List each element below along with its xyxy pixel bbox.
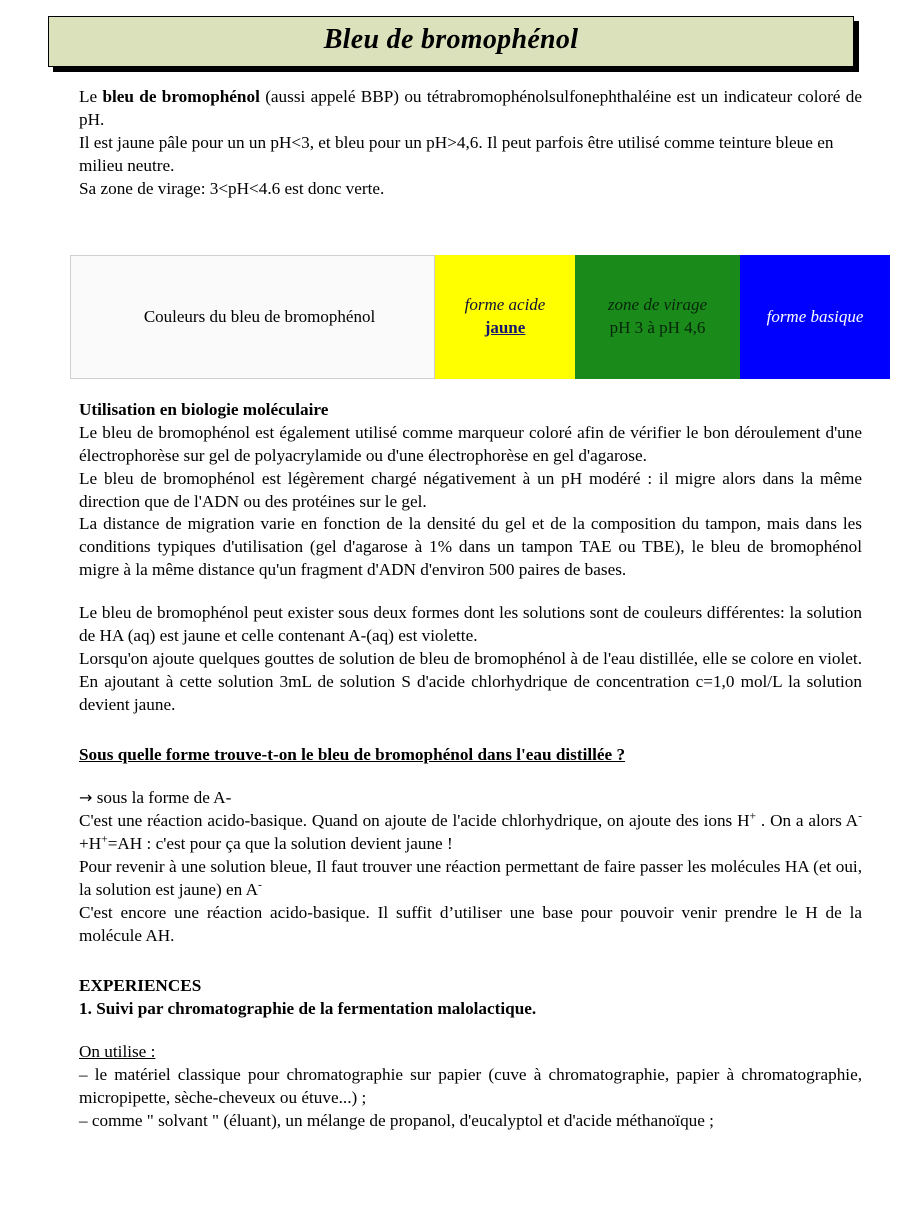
explain-text-3: +H	[79, 834, 102, 853]
explain-text-4: =AH : c'est pour ça que la solution devient jaune !	[107, 834, 453, 853]
biology-paragraph-2: Le bleu de bromophénol est légèrement chargé négativement à un pH modéré : il migre alors dans la même direction que de l'ADN ou des protéines sur le gel.	[79, 468, 862, 511]
transition-range-label: pH 3 à pH 4,6	[609, 318, 706, 337]
explain-paragraph-1	[79, 810, 862, 856]
experiments-bullet-2: – comme " solvant " (éluant), un mélange de propanol, d'eucalyptol et d'acide méthanoïque ;	[79, 1110, 714, 1130]
explain-text-5: Pour revenir à une solution bleue, Il faut trouver une réaction permettant de faire passer les molécules HA (et oui, la solution est jaune) en A	[79, 856, 862, 899]
page-title: Bleu de bromophénol	[323, 24, 579, 55]
basic-form-label: forme basique	[766, 306, 864, 326]
intro-text-c: (aussi appelé BBP) ou tétrabromophénolsulfonephthaléine est un indicateur coloré de pH.	[79, 87, 862, 129]
section-spacer-5	[79, 1021, 862, 1041]
on-utilise-text: On utilise :	[79, 1042, 156, 1062]
experiments-item-1: 1. Suivi par chromatographie de la fermentation malolactique.	[79, 999, 537, 1019]
explain-sup-5: -	[258, 878, 262, 892]
acid-form-label: forme acide	[464, 295, 546, 315]
question-answer-text: sous la forme de A-	[96, 788, 232, 808]
intro-paragraph-1	[79, 86, 862, 132]
section-spacer-2	[79, 716, 862, 744]
acid-color-label: jaune	[484, 318, 526, 337]
section-spacer-3	[79, 767, 862, 787]
explain-sup-2: -	[858, 809, 862, 823]
on-utilise-line	[79, 1041, 862, 1064]
experiments-bullet-1: – le matériel classique pour chromatographie sur papier (cuve à chromatographie, papier à chromatographie, micropipette, sèche-cheveux ou étuve...) ;	[79, 1065, 862, 1107]
biology-paragraph-3: La distance de migration varie en fonction de la densité du gel et de la composition du tampon, mais dans les conditions typiques d'utilisation (gel d'agarose à 1% dans un tampon TAE ou TBE), le bleu de bromophénol migre à la même distance qu'un fragment d'ADN d'environ 500 paires de bases.	[79, 514, 862, 580]
explain-paragraph-2	[79, 856, 862, 902]
explain-text-1: C'est une réaction acido-basique. Quand on ajoute de l'acide chlorhydrique, on ajoute des ions H	[79, 811, 750, 831]
intro-paragraph-2: Il est jaune pâle pour un un pH<3, et bleu pour un pH>4,6. Il peut parfois être utilisé comme teinture bleue en milieu neutre.	[79, 132, 834, 175]
intro-text-a: Le	[79, 87, 103, 106]
color-table-label-text: Couleurs du bleu de bromophénol	[143, 306, 376, 326]
question-answer-line	[79, 787, 862, 810]
intro-term-bold: bleu de bromophénol	[102, 87, 260, 106]
explain-paragraph-3: C'est encore une réaction acido-basique. Il suffit d’utiliser une base pour pouvoir venir prendre le H de la molécule AH.	[79, 902, 862, 945]
explain-sup-1: +	[749, 809, 757, 823]
transition-form-label: zone de virage	[607, 295, 708, 315]
biology-heading: Utilisation en biologie moléculaire	[79, 400, 329, 419]
title-banner	[48, 16, 854, 67]
section-spacer-1	[79, 582, 862, 602]
question-heading: Sous quelle forme trouve-t-on le bleu de bromophénol dans l'eau distillée ?	[79, 745, 626, 765]
color-table-cell-transition	[575, 255, 740, 379]
color-table-cell-label	[70, 255, 435, 379]
forms-paragraph-1: Le bleu de bromophénol peut exister sous deux formes dont les solutions sont de couleurs différentes: la solution de HA (aq) est jaune et celle contenant A-(aq) est violette.	[79, 603, 862, 645]
color-table	[70, 255, 890, 379]
biology-paragraph-1: Le bleu de bromophénol est également utilisé comme marqueur coloré afin de vérifier le bon déroulement d'une électrophorèse sur gel de polyacrylamide ou d'une électrophorèse en gel d'agarose.	[79, 422, 862, 465]
intro-paragraph-3: Sa zone de virage: 3<pH<4.6 est donc verte.	[79, 178, 385, 198]
forms-paragraph-2: Lorsqu'on ajoute quelques gouttes de solution de bleu de bromophénol à de l'eau distillée, elle se colore en violet. En ajoutant à cette solution 3mL de solution S d'acide chlorhydrique de concentration c=1,0 mol/L la solution devient jaune.	[79, 648, 862, 714]
arrow-right-icon: →	[79, 788, 93, 808]
experiments-heading: EXPERIENCES	[79, 976, 202, 996]
intro-section	[79, 86, 862, 200]
section-spacer-4	[79, 947, 862, 975]
biology-section	[79, 399, 862, 1133]
color-table-cell-basic	[740, 255, 890, 379]
explain-sup-3: +	[101, 832, 108, 846]
title-banner-wrapper	[48, 16, 854, 67]
explain-text-2: . On a alors A	[756, 811, 859, 831]
color-table-cell-acid	[435, 255, 575, 379]
